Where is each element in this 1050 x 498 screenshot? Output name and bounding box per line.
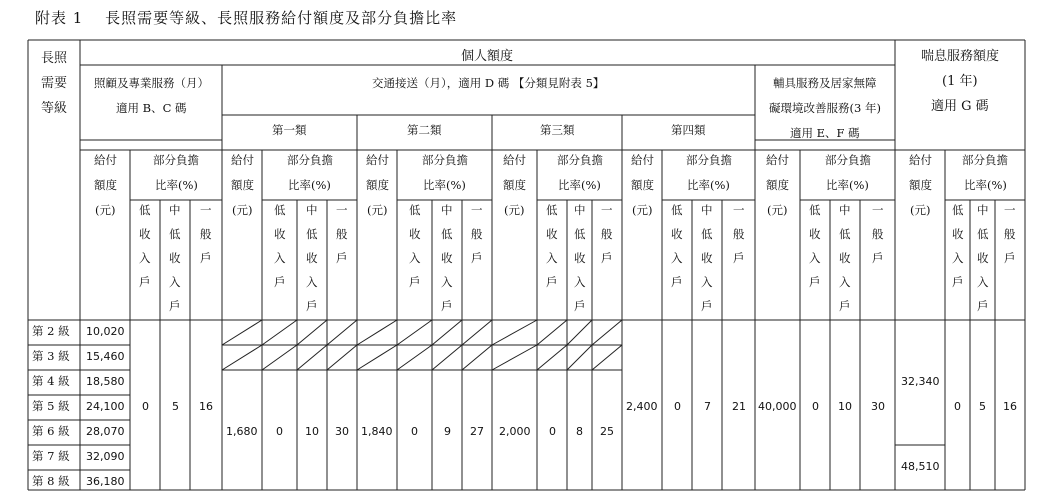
general-label: 一 [601, 203, 613, 217]
low-income-label: 收 [546, 227, 558, 241]
low-income-label: 入 [546, 251, 558, 265]
pay-header-1: 給付 [94, 153, 117, 167]
midlow-income-label: 收 [441, 251, 453, 265]
general-label: 戶 [601, 251, 613, 265]
midlow-income-label: 入 [441, 275, 453, 289]
midlow-income-label: 收 [701, 251, 713, 265]
t4-ratio: 21 [732, 400, 746, 413]
ratio-header-1: 部分負擔 [557, 153, 603, 167]
aid-ratio: 10 [838, 400, 852, 413]
low-income-label: 收 [809, 227, 821, 241]
transport-class-label: 第四類 [671, 123, 706, 137]
disabled-cell-diagonal [592, 320, 622, 345]
pay-header-2: 額度 [503, 178, 526, 192]
low-income-label: 低 [409, 203, 421, 217]
low-income-label: 戶 [952, 275, 964, 289]
midlow-income-label: 戶 [839, 299, 851, 313]
disabled-cell-diagonal [492, 320, 537, 345]
midlow-income-label: 收 [977, 251, 989, 265]
care-ratio-value: 5 [172, 400, 179, 413]
t3-ratio: 25 [600, 425, 614, 438]
midlow-income-label: 低 [441, 227, 453, 241]
aid-title-1: 輔具服務及居家無障 [773, 76, 877, 90]
disabled-cell-diagonal [462, 320, 492, 345]
ratio-header-2: 比率(%) [687, 178, 730, 192]
low-income-label: 低 [139, 203, 151, 217]
level-label: 第 2 級 [32, 324, 70, 338]
level-label: 第 7 級 [32, 449, 70, 463]
midlow-income-label: 收 [839, 251, 851, 265]
midlow-income-label: 收 [574, 251, 586, 265]
t4-amount: 2,400 [626, 400, 658, 413]
level-label: 第 5 級 [32, 399, 70, 413]
ratio-header-2: 比率(%) [558, 178, 601, 192]
general-label: 一 [200, 203, 212, 217]
personal-quota-title: 個人額度 [461, 49, 514, 64]
respite-ratio-value: 0 [954, 400, 961, 413]
disabled-cell-diagonal [397, 320, 432, 345]
midlow-income-label: 中 [977, 203, 989, 217]
midlow-income-label: 戶 [169, 299, 181, 313]
pay-header-3: (元) [767, 203, 788, 217]
pay-header-3: (元) [910, 203, 931, 217]
pay-header-1: 給付 [766, 153, 789, 167]
low-income-label: 戶 [139, 275, 151, 289]
t1-ratio: 10 [305, 425, 319, 438]
transport-class-label: 第一類 [272, 123, 307, 137]
low-income-label: 入 [139, 251, 151, 265]
t2-ratio: 27 [470, 425, 484, 438]
midlow-income-label: 入 [701, 275, 713, 289]
care-code: 適用 B、C 碼 [116, 101, 187, 115]
general-label: 戶 [1004, 251, 1016, 265]
pay-header-1: 給付 [366, 153, 389, 167]
disabled-cell-diagonal [327, 320, 357, 345]
disabled-cell-diagonal [432, 345, 462, 370]
low-income-label: 低 [952, 203, 964, 217]
disabled-cell-diagonal [462, 345, 492, 370]
level-header-text: 長照 [41, 51, 68, 66]
t4-ratio: 7 [704, 400, 711, 413]
disabled-cell-diagonal [357, 345, 397, 370]
midlow-income-label: 戶 [574, 299, 586, 313]
low-income-label: 戶 [274, 275, 286, 289]
midlow-income-label: 入 [306, 275, 318, 289]
general-label: 一 [1004, 203, 1016, 217]
low-income-label: 低 [274, 203, 286, 217]
general-label: 戶 [733, 251, 745, 265]
aid-title-2: 礙環境改善服務(3 年) [769, 101, 881, 115]
midlow-income-label: 戶 [977, 299, 989, 313]
low-income-label: 低 [671, 203, 683, 217]
care-amount: 28,070 [86, 425, 125, 438]
ratio-header-1: 部分負擔 [287, 153, 333, 167]
respite-ratio-value: 5 [979, 400, 986, 413]
low-income-label: 戶 [809, 275, 821, 289]
pay-header-1: 給付 [909, 153, 932, 167]
disabled-cell-diagonal [222, 320, 262, 345]
care-amount: 24,100 [86, 400, 125, 413]
ratio-header-1: 部分負擔 [422, 153, 468, 167]
care-ratio-value: 16 [199, 400, 213, 413]
low-income-label: 收 [409, 227, 421, 241]
disabled-cell-diagonal [537, 345, 567, 370]
care-amount: 15,460 [86, 350, 125, 363]
disabled-cell-diagonal [397, 345, 432, 370]
pay-header-1: 給付 [631, 153, 654, 167]
midlow-income-label: 戶 [701, 299, 713, 313]
t1-ratio: 0 [276, 425, 283, 438]
care-amount: 32,090 [86, 450, 125, 463]
general-label: 一 [471, 203, 483, 217]
general-label: 一 [733, 203, 745, 217]
pay-header-3: (元) [232, 203, 253, 217]
respite-amount-1: 32,340 [901, 375, 940, 388]
level-label: 第 6 級 [32, 424, 70, 438]
ratio-header-2: 比率(%) [964, 178, 1007, 192]
pay-header-3: (元) [367, 203, 388, 217]
general-label: 般 [200, 227, 212, 241]
t2-ratio: 0 [411, 425, 418, 438]
level-header-text: 需要 [41, 76, 68, 91]
ratio-header-1: 部分負擔 [825, 153, 871, 167]
disabled-cell-diagonal [327, 345, 357, 370]
pay-header-2: 額度 [231, 178, 254, 192]
general-label: 戶 [471, 251, 483, 265]
respite-amount-2: 48,510 [901, 460, 940, 473]
midlow-income-label: 低 [977, 227, 989, 241]
pay-header-3: (元) [504, 203, 525, 217]
pay-header-1: 給付 [503, 153, 526, 167]
ratio-header-2: 比率(%) [423, 178, 466, 192]
disabled-cell-diagonal [592, 345, 622, 370]
disabled-cell-diagonal [262, 320, 297, 345]
care-ratio-value: 0 [142, 400, 149, 413]
midlow-income-label: 中 [306, 203, 318, 217]
midlow-income-label: 低 [701, 227, 713, 241]
low-income-label: 戶 [671, 275, 683, 289]
midlow-income-label: 中 [574, 203, 586, 217]
t1-ratio: 30 [335, 425, 349, 438]
midlow-income-label: 中 [441, 203, 453, 217]
t1-amount: 1,680 [226, 425, 258, 438]
pay-header-2: 額度 [366, 178, 389, 192]
ratio-header-2: 比率(%) [288, 178, 331, 192]
midlow-income-label: 中 [169, 203, 181, 217]
midlow-income-label: 收 [169, 251, 181, 265]
general-label: 一 [336, 203, 348, 217]
disabled-cell-diagonal [432, 320, 462, 345]
midlow-income-label: 入 [574, 275, 586, 289]
midlow-income-label: 低 [169, 227, 181, 241]
low-income-label: 入 [952, 251, 964, 265]
ratio-header-1: 部分負擔 [686, 153, 732, 167]
ratio-header-2: 比率(%) [155, 178, 198, 192]
pay-header-2: 額度 [766, 178, 789, 192]
respite-title: 喘息服務額度 [921, 49, 1000, 64]
transport-class-label: 第二類 [407, 123, 442, 137]
midlow-income-label: 入 [977, 275, 989, 289]
level-label: 第 4 級 [32, 374, 70, 388]
disabled-cell-diagonal [297, 320, 327, 345]
care-title: 照顧及專業服務（月） [94, 76, 209, 90]
disabled-cell-diagonal [567, 320, 592, 345]
t3-amount: 2,000 [499, 425, 531, 438]
midlow-income-label: 入 [839, 275, 851, 289]
low-income-label: 收 [139, 227, 151, 241]
general-label: 般 [336, 227, 348, 241]
aid-ratio: 30 [871, 400, 885, 413]
table-caption: 附表 1 長照需要等級、長照服務給付額度及部分負擔比率 [35, 9, 458, 27]
midlow-income-label: 中 [701, 203, 713, 217]
ratio-header-1: 部分負擔 [962, 153, 1008, 167]
pay-header-2: 額度 [631, 178, 654, 192]
t2-amount: 1,840 [361, 425, 393, 438]
t2-ratio: 9 [444, 425, 451, 438]
respite-code: 適用 G 碼 [931, 99, 989, 114]
disabled-cell-diagonal [357, 320, 397, 345]
pay-header-3: (元) [632, 203, 653, 217]
midlow-income-label: 低 [574, 227, 586, 241]
midlow-income-label: 中 [839, 203, 851, 217]
care-amount: 18,580 [86, 375, 125, 388]
general-label: 一 [872, 203, 884, 217]
midlow-income-label: 收 [306, 251, 318, 265]
t3-ratio: 0 [549, 425, 556, 438]
aid-ratio: 0 [812, 400, 819, 413]
disabled-cell-diagonal [492, 345, 537, 370]
pay-header-3: (元) [95, 203, 116, 217]
low-income-label: 入 [671, 251, 683, 265]
low-income-label: 收 [952, 227, 964, 241]
transport-title: 交通接送（月），適用 D 碼 【分類見附表 5】 [372, 76, 605, 90]
midlow-income-label: 戶 [306, 299, 318, 313]
general-label: 般 [601, 227, 613, 241]
respite-ratio-value: 16 [1003, 400, 1017, 413]
general-label: 戶 [872, 251, 884, 265]
general-label: 般 [872, 227, 884, 241]
general-label: 般 [1004, 227, 1016, 241]
ratio-header-2: 比率(%) [826, 178, 869, 192]
general-label: 戶 [336, 251, 348, 265]
ratio-header-1: 部分負擔 [153, 153, 199, 167]
general-label: 般 [471, 227, 483, 241]
t3-ratio: 8 [576, 425, 583, 438]
care-amount: 10,020 [86, 325, 125, 338]
disabled-cell-diagonal [262, 345, 297, 370]
pay-header-2: 額度 [94, 178, 117, 192]
level-label: 第 8 級 [32, 474, 70, 488]
low-income-label: 入 [809, 251, 821, 265]
general-label: 戶 [200, 251, 212, 265]
midlow-income-label: 低 [839, 227, 851, 241]
level-header-text: 等級 [41, 101, 68, 116]
low-income-label: 戶 [546, 275, 558, 289]
low-income-label: 低 [809, 203, 821, 217]
transport-class-label: 第三類 [540, 123, 575, 137]
midlow-income-label: 戶 [441, 299, 453, 313]
low-income-label: 收 [671, 227, 683, 241]
pay-header-2: 額度 [909, 178, 932, 192]
low-income-label: 低 [546, 203, 558, 217]
aid-code: 適用 E、F 碼 [790, 126, 860, 140]
t4-ratio: 0 [674, 400, 681, 413]
low-income-label: 入 [409, 251, 421, 265]
general-label: 般 [733, 227, 745, 241]
level-label: 第 3 級 [32, 349, 70, 363]
low-income-label: 入 [274, 251, 286, 265]
low-income-label: 收 [274, 227, 286, 241]
disabled-cell-diagonal [297, 345, 327, 370]
care-amount: 36,180 [86, 475, 125, 488]
respite-year: (1 年) [942, 74, 978, 89]
aid-amount: 40,000 [758, 400, 797, 413]
pay-header-1: 給付 [231, 153, 254, 167]
low-income-label: 戶 [409, 275, 421, 289]
midlow-income-label: 低 [306, 227, 318, 241]
disabled-cell-diagonal [537, 320, 567, 345]
midlow-income-label: 入 [169, 275, 181, 289]
disabled-cell-diagonal [222, 345, 262, 370]
disabled-cell-diagonal [567, 345, 592, 370]
